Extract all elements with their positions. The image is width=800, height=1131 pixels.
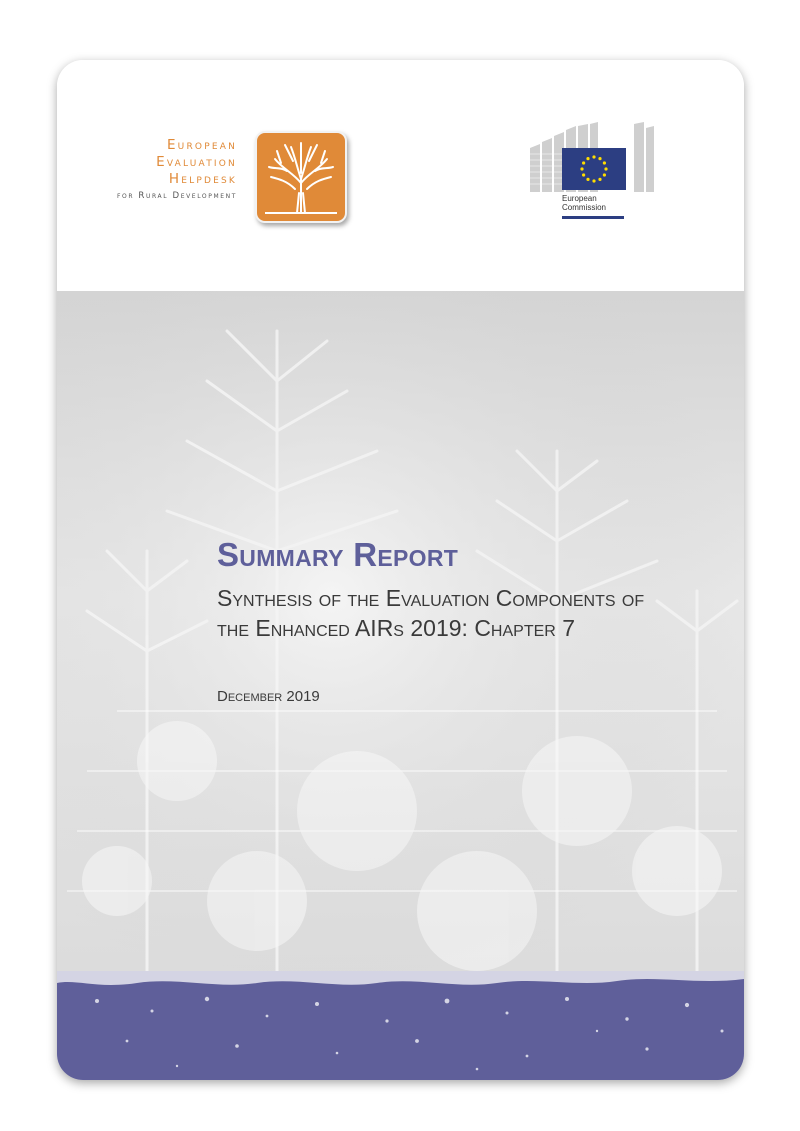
european-commission-logo xyxy=(530,120,690,220)
eeh-line-evaluation: Evaluation xyxy=(156,154,237,170)
cover-header xyxy=(57,60,744,291)
ec-label: European Commission xyxy=(562,194,607,212)
frost-background xyxy=(57,291,744,971)
eeh-line-rural: for Rural Development xyxy=(116,191,237,201)
eu-flag-icon xyxy=(562,148,626,190)
report-date: December 2019 xyxy=(217,688,320,705)
report-subtitle: Synthesis of the Evaluation Components of the Enhanced AIRs 2019: Chapter 7 xyxy=(217,585,645,641)
eeh-wordmark xyxy=(117,137,237,201)
frost-speckle-pattern xyxy=(57,971,744,1080)
eeh-line-helpdesk: Helpdesk xyxy=(168,171,237,187)
ec-underline xyxy=(562,216,624,219)
title-block xyxy=(217,537,647,705)
report-title: Summary Report xyxy=(217,536,459,573)
eeh-line-european: European xyxy=(166,137,237,153)
purple-footer-band xyxy=(57,971,744,1080)
report-cover xyxy=(57,60,744,1080)
tree-logo-icon xyxy=(255,131,347,223)
